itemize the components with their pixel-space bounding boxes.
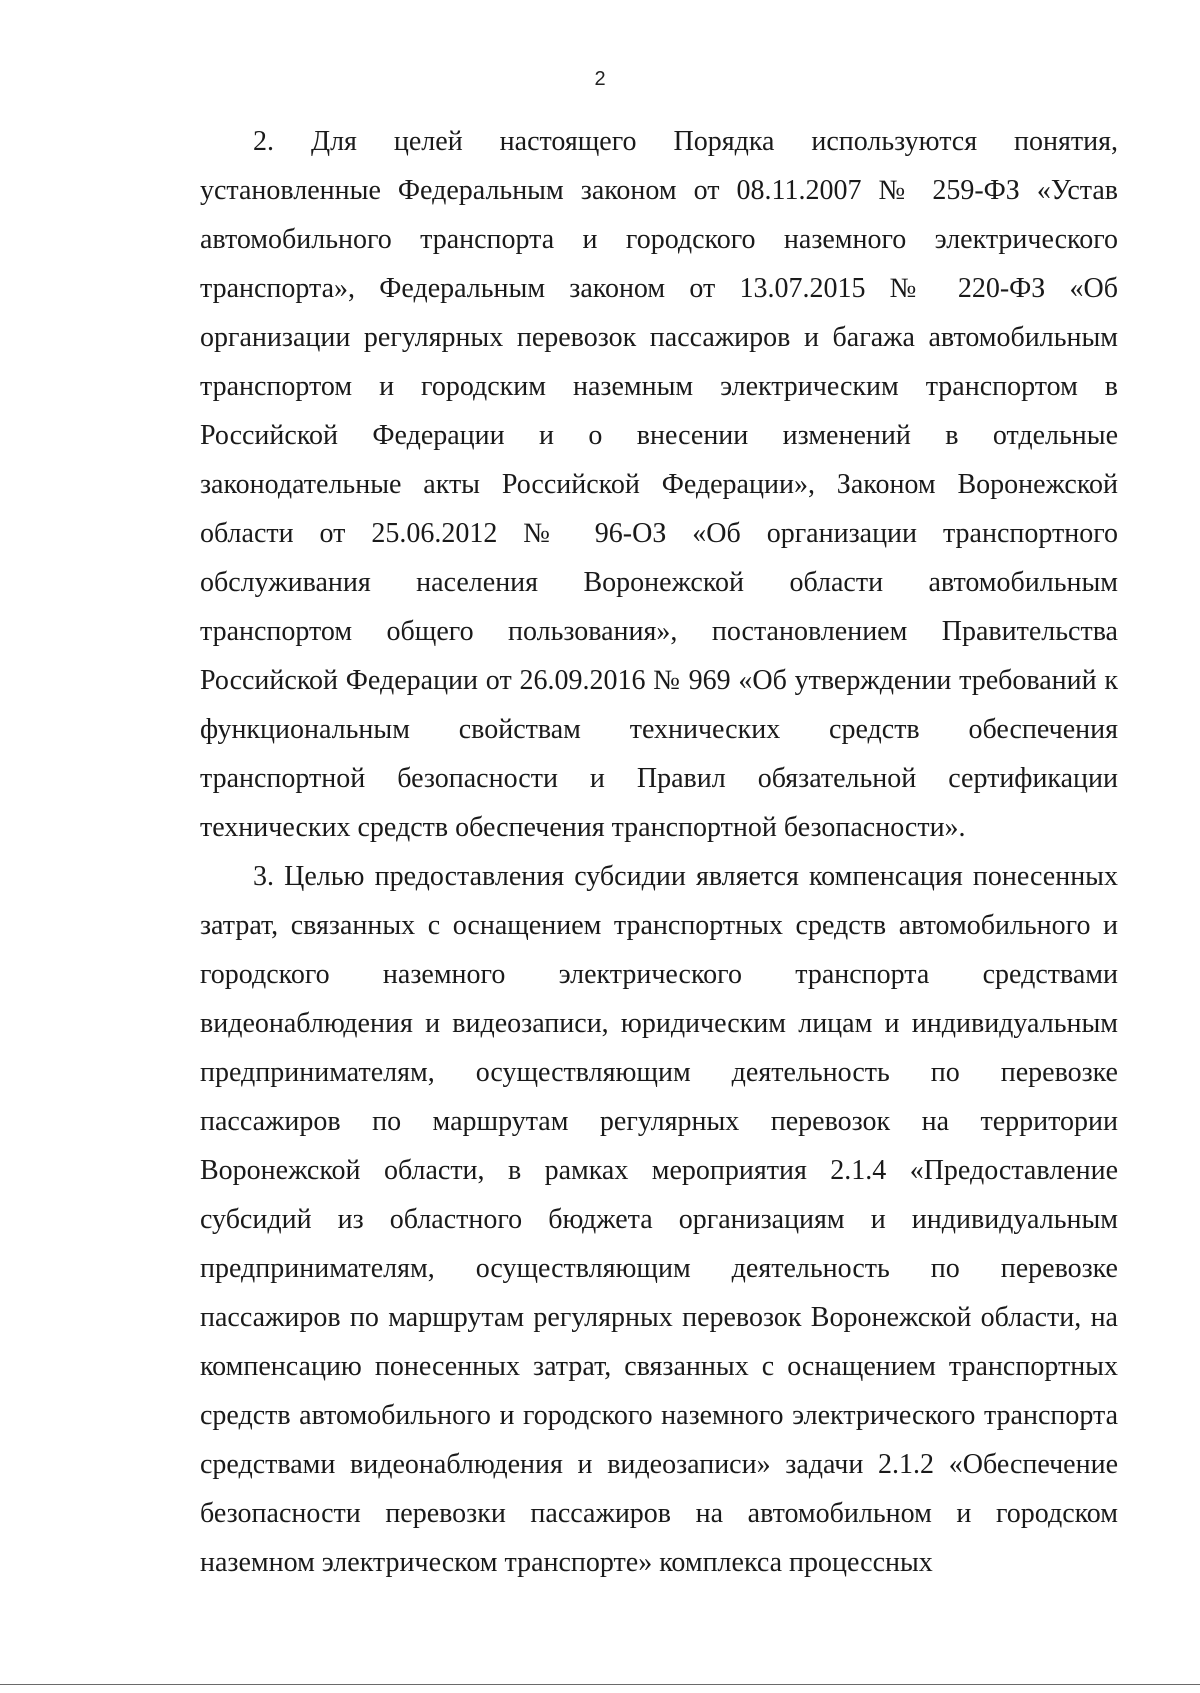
document-body — [200, 117, 1118, 1587]
paragraph-2-definitions: 2. Для целей настоящего Порядка используются понятия, установленные Федеральным законом от 08.11.2007 № 259-ФЗ «Устав автомобильного транспорта и городского наземного электрического транспорта», Федеральным законом от 13.07.2015 № 220-ФЗ «Об организации регулярных перевозок пассажиров и багажа автомобильным транспортом и городским наземным электрическим транспортом в Российской Федерации и о внесении изменений в отдельные законодательные акты Российской Федерации», Законом Воронежской области от 25.06.2012 № 96-ОЗ «Об организации транспортного обслуживания населения Воронежской области автомобильным транспортом общего пользования», постановлением Правительства Российской Федерации от 26.09.2016 № 969 «Об утверждении требований к функциональным свойствам технических средств обеспечения транспортной безопасности и Правил обязательной сертификации технических средств обеспечения транспортной безопасности». — [200, 125, 1118, 843]
scan-edge-line — [0, 1684, 1200, 1685]
paragraph-3-subsidy-purpose: 3. Целью предоставления субсидии является компенсация понесенных затрат, связанных с оснащением транспортных средств автомобильного и городского наземного электрического транспорта средствами видеонаблюдения и видеозаписи, юридическим лицам и индивидуальным предпринимателям, осуществляющим деятельность по перевозке пассажиров по маршрутам регулярных перевозок на территории Воронежской области, в рамках мероприятия 2.1.4 «Предоставление субсидий из областного бюджета организациям и индивидуальным предпринимателям, осуществляющим деятельность по перевозке пассажиров по маршрутам регулярных перевозок Воронежской области, на компенсацию понесенных затрат, связанных с оснащением транспортных средств автомобильного и городского наземного электрического транспорта средствами видеонаблюдения и видеозаписи» задачи 2.1.2 «Обеспечение безопасности перевозки пассажиров на автомобильном и городском наземном электрическом транспорте» комплекса процессных — [200, 860, 1118, 1578]
page-number: 2 — [594, 68, 606, 90]
